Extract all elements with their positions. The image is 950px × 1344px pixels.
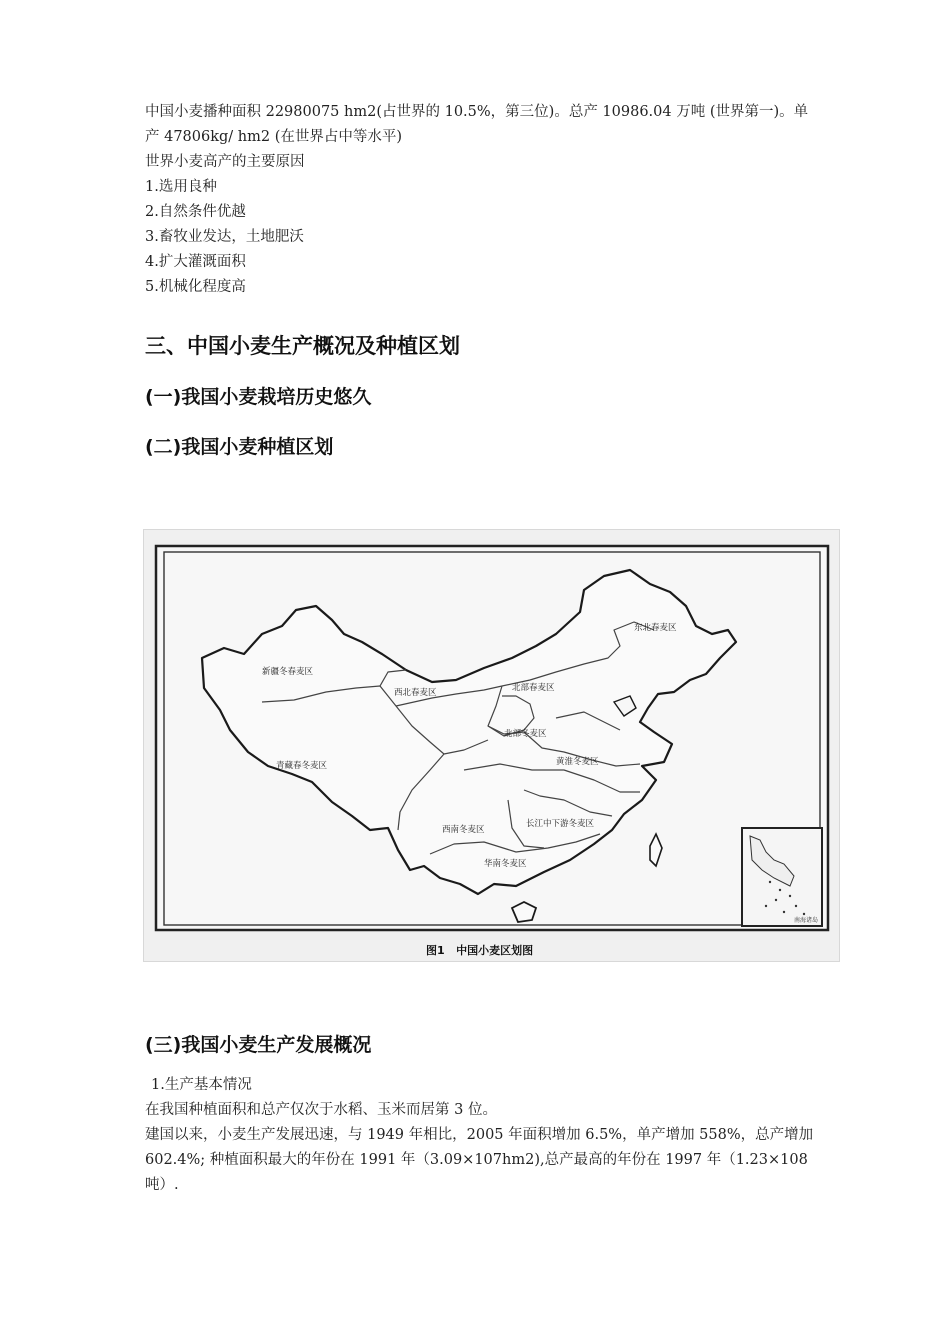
- wheat-zoning-map-figure: [143, 529, 840, 962]
- map-caption: 图1 中国小麦区划图: [426, 944, 534, 957]
- map-label: 东北春麦区: [634, 623, 677, 633]
- reason-item: 2.自然条件优越: [145, 204, 246, 220]
- map-label: 华南冬麦区: [484, 859, 527, 869]
- reason-item: 3.畜牧业发达，土地肥沃: [145, 229, 304, 245]
- development-line: 在我国种植面积和总产仅次于水稻、玉米而居第 3 位。: [145, 1102, 497, 1118]
- map-label: 黄淮冬麦区: [556, 757, 599, 767]
- subsection-1-heading: (一)我国小麦栽培历史悠久: [145, 386, 372, 408]
- subsection-3-heading: (三)我国小麦生产发展概况: [145, 1034, 372, 1056]
- map-label: 长江中下游冬麦区: [526, 819, 595, 829]
- map-label: 西北春麦区: [394, 688, 437, 698]
- map-label: 青藏春冬麦区: [276, 761, 328, 771]
- subsection-2-heading: (二)我国小麦种植区划: [145, 436, 334, 458]
- reason-item: 1.选用良种: [145, 179, 217, 195]
- development-paragraph: 建国以来，小麦生产发展迅速，与 1949 年相比，2005 年面积增加 6.5%，单产增加 558%，总产增加 602.4%; 种植面积最大的年份在 1991 年（3.09×107hm2),总产最高的年份在 1997 年（1.23×108 吨）.: [145, 1127, 814, 1193]
- wheat-zoning-map: [144, 530, 841, 963]
- reason-item: 4.扩大灌溉面积: [145, 254, 246, 270]
- map-label: 北部冬麦区: [504, 729, 547, 739]
- map-label: 西南冬麦区: [442, 825, 485, 835]
- stats-paragraph: 中国小麦播种面积 22980075 hm2(占世界的 10.5%，第三位)。总产 10986.04 万吨 (世界第一)。单产 47806kg/ hm2 (在世界占中等水平): [145, 104, 809, 145]
- item-1-title: 1.生产基本情况: [151, 1077, 252, 1093]
- reason-item: 5.机械化程度高: [145, 279, 246, 295]
- inset-label: 南海诸岛: [794, 917, 819, 924]
- map-label: 北部春麦区: [512, 683, 555, 693]
- map-label: 新疆冬春麦区: [262, 667, 314, 677]
- reasons-title: 世界小麦高产的主要原因: [145, 154, 305, 170]
- section-3-heading: 三、中国小麦生产概况及种植区划: [145, 334, 460, 358]
